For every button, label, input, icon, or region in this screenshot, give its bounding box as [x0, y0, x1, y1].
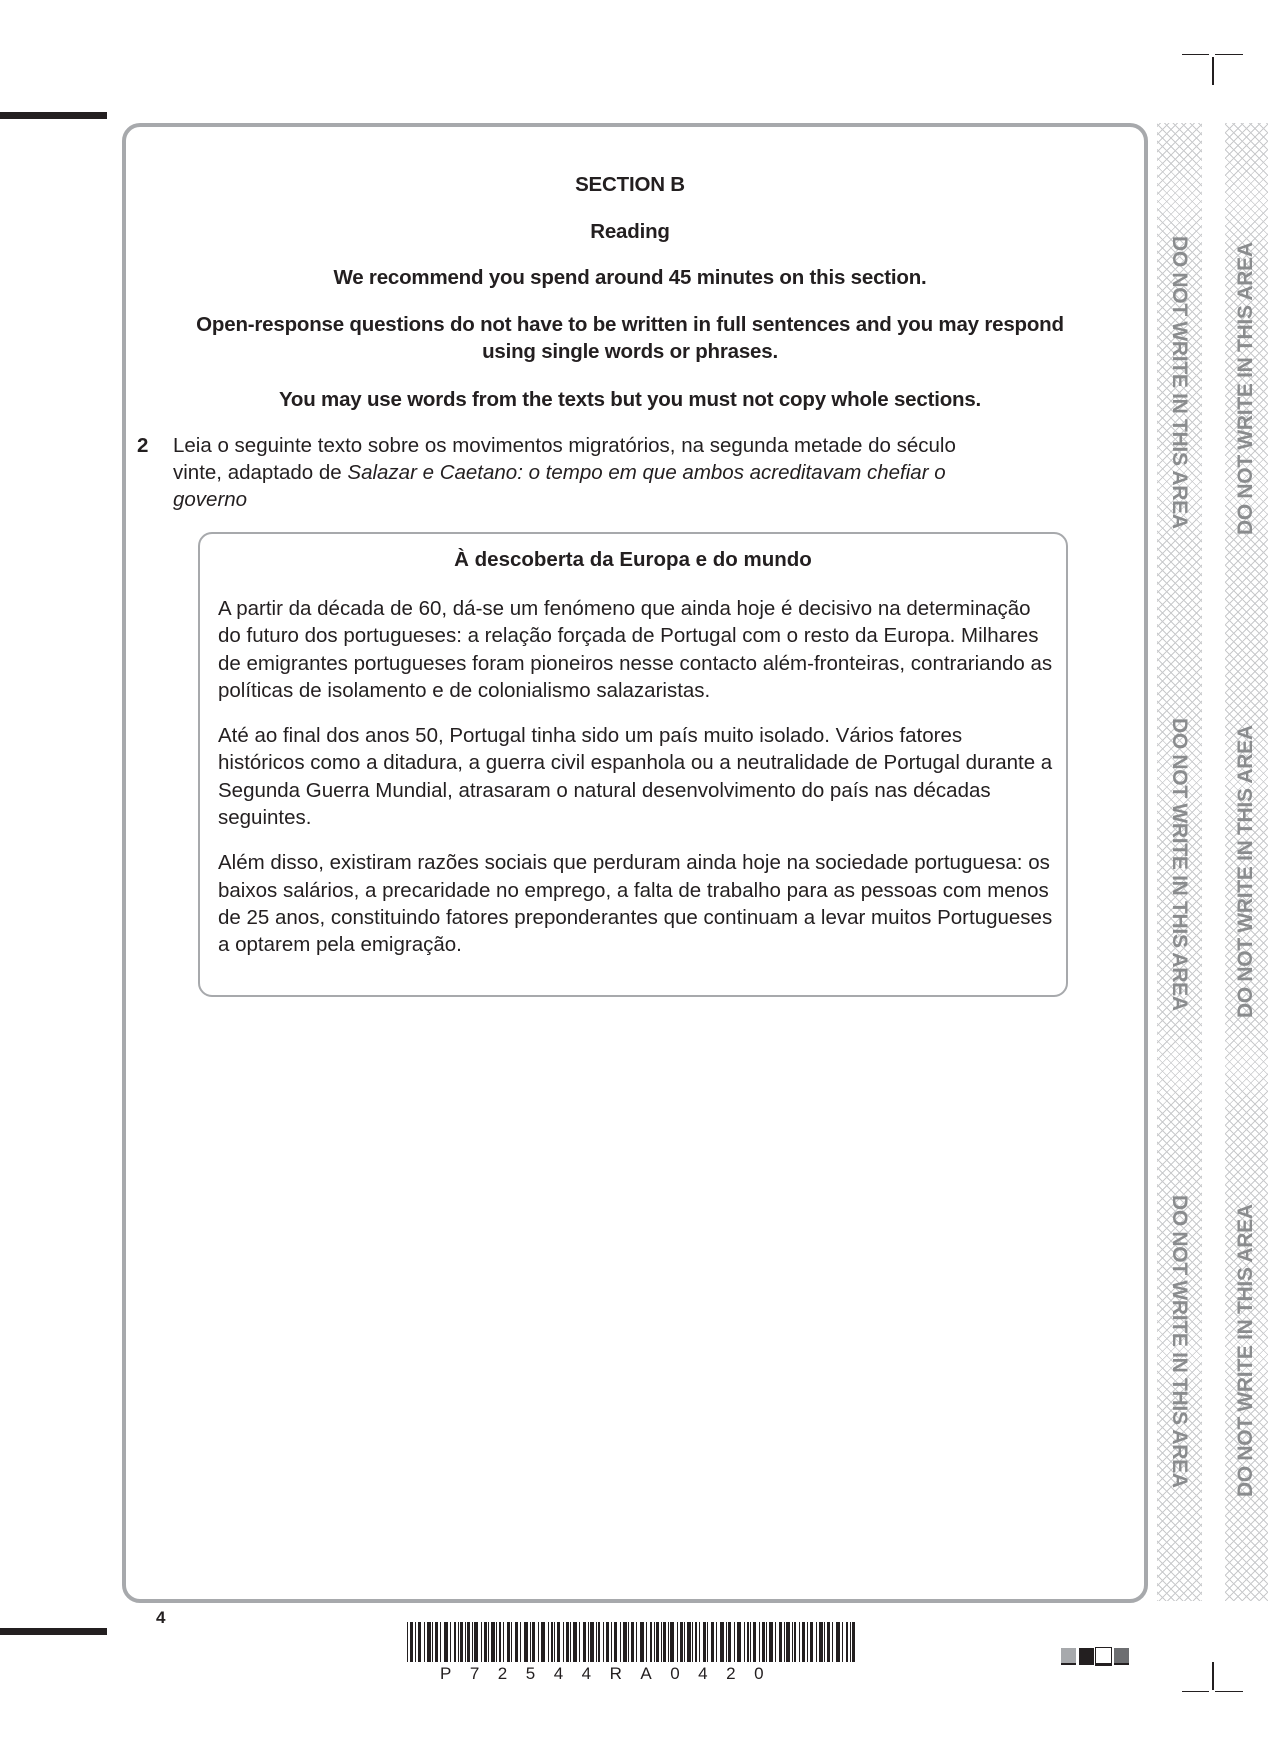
color-swatch	[1114, 1648, 1129, 1665]
barcode-bar	[614, 1622, 617, 1662]
page-number: 4	[156, 1608, 166, 1627]
barcode-bar	[684, 1622, 685, 1662]
question-intro: Leia o seguinte texto sobre os movimentos migratórios, na segunda metade do século vinte, adaptado de	[173, 434, 956, 484]
barcode-bar	[460, 1622, 463, 1662]
barcode-bar	[410, 1622, 413, 1662]
do-not-write-label: DO NOT WRITE IN THIS AREA	[1234, 725, 1257, 1018]
barcode-bar	[699, 1622, 700, 1662]
barcode-bar	[836, 1622, 840, 1662]
barcode-bar	[716, 1622, 717, 1662]
barcode-bar	[588, 1622, 589, 1662]
passage-body	[218, 595, 1053, 977]
barcode-bar	[566, 1622, 569, 1662]
do-not-write-strip-outer	[1225, 123, 1268, 1601]
barcode-bar	[551, 1622, 553, 1662]
barcode-bar	[481, 1622, 482, 1662]
barcode-bar	[753, 1622, 756, 1662]
barcode-bar	[668, 1622, 669, 1662]
crop-mark-top-left-arm	[1182, 54, 1209, 55]
barcode-bar	[687, 1622, 691, 1662]
color-swatch	[1061, 1648, 1076, 1665]
color-swatch	[1079, 1648, 1094, 1665]
section-subtitle: Reading	[590, 220, 670, 243]
question-prompt	[173, 432, 993, 513]
barcode-bar	[631, 1622, 634, 1662]
barcode-bar	[598, 1622, 600, 1662]
barcode-bar	[750, 1622, 751, 1662]
barcode-bar	[707, 1622, 708, 1662]
barcode-bar	[661, 1622, 662, 1662]
barcode-bar	[784, 1622, 785, 1662]
barcode-bar	[554, 1622, 555, 1662]
margin-bar-top	[0, 112, 107, 119]
barcode-bar	[663, 1622, 666, 1662]
barcode-bar	[680, 1622, 683, 1662]
barcode-bar	[573, 1622, 577, 1662]
barcode-bar	[759, 1622, 760, 1662]
barcode-bar	[511, 1622, 512, 1662]
passage-paragraph: Além disso, existiram razões sociais que perduram ainda hoje na sociedade portuguesa: os baixos salários, a precaridade no emprego, a falta de trabalho para as pessoas com menos de 25 anos, constituindo fatores preponderantes que continuam a levar muitos Portugueses a optarem pela emigração.	[218, 851, 1053, 957]
barcode-bar	[541, 1622, 545, 1662]
barcode-bar	[779, 1622, 782, 1662]
passage-paragraph: Até ao final dos anos 50, Portugal tinha sido um país muito isolado. Vários fatores históricos como a ditadura, a guerra civil espanhola ou a neutralidade de Portugal durante a Segunda Guerra Mundial, atrasaram o natural desenvolvimento do país nas décadas seguintes.	[218, 724, 1053, 830]
time-instruction: We recommend you spend around 45 minutes on this section.	[333, 266, 927, 289]
barcode-bar	[503, 1622, 504, 1662]
barcode-bar	[744, 1622, 745, 1662]
barcode-bar	[720, 1622, 724, 1662]
barcode-bar	[590, 1622, 594, 1662]
barcode-bar	[538, 1622, 539, 1662]
barcode-bar	[762, 1622, 765, 1662]
crop-mark-bottom-right-arm	[1215, 1691, 1243, 1692]
barcode-bar	[636, 1622, 637, 1662]
barcode-bar	[484, 1622, 487, 1662]
barcode-bar	[737, 1622, 741, 1662]
crop-mark-bottom-left-arm	[1182, 1691, 1209, 1692]
source-title: Salazar e Caetano: o tempo em que ambos acreditavam chefiar o governo	[173, 461, 946, 511]
barcode-bar	[458, 1622, 459, 1662]
barcode-bar	[524, 1622, 528, 1662]
crop-mark-top-right-arm	[1215, 54, 1243, 55]
barcode-bar	[827, 1622, 830, 1662]
barcode-bar	[583, 1622, 586, 1662]
barcode-bar	[520, 1622, 521, 1662]
crop-mark-bottom-stem	[1212, 1662, 1214, 1690]
reading-passage	[198, 532, 1068, 997]
barcode-bar	[703, 1622, 706, 1662]
barcode-bar	[794, 1622, 796, 1662]
barcode-bar	[424, 1622, 425, 1662]
barcode-bar	[611, 1622, 612, 1662]
barcode-bar	[810, 1622, 813, 1662]
barcode-bar	[499, 1622, 501, 1662]
barcode-bar	[628, 1622, 629, 1662]
do-not-write-label: DO NOT WRITE IN THIS AREA	[1168, 718, 1191, 1011]
barcode-bar	[474, 1622, 478, 1662]
barcode-bar	[799, 1622, 800, 1662]
barcode-bar	[530, 1622, 531, 1662]
barcode-bar	[677, 1622, 678, 1662]
barcode-bar	[656, 1622, 659, 1662]
do-not-write-label: DO NOT WRITE IN THIS AREA	[1168, 1195, 1191, 1488]
barcode-bar	[734, 1622, 735, 1662]
barcode-bar	[832, 1622, 833, 1662]
barcode-bar	[692, 1622, 693, 1662]
barcode-bar	[819, 1622, 823, 1662]
barcode-bar	[507, 1622, 510, 1662]
barcode-bar	[646, 1622, 647, 1662]
barcode-bar	[515, 1622, 518, 1662]
crop-mark-top-stem	[1212, 57, 1214, 85]
barcode-bar	[596, 1622, 597, 1662]
barcode-bar	[454, 1622, 456, 1662]
barcode-bar	[563, 1622, 564, 1662]
barcode-bar	[488, 1622, 489, 1662]
copying-instruction: You may use words from the texts but you must not copy whole sections.	[278, 388, 982, 411]
barcode-bar	[415, 1622, 416, 1662]
barcode-bar	[432, 1622, 433, 1662]
barcode-bar	[548, 1622, 549, 1662]
barcode-bar	[603, 1622, 604, 1662]
barcode-bar	[579, 1622, 580, 1662]
barcode-bar	[816, 1622, 817, 1662]
barcode-bar	[570, 1622, 571, 1662]
barcode-bar	[824, 1622, 825, 1662]
barcode-bar	[620, 1622, 621, 1662]
barcode-bar	[775, 1622, 776, 1662]
barcode-bar	[418, 1622, 421, 1662]
barcode-bar	[532, 1622, 535, 1662]
do-not-write-label: DO NOT WRITE IN THIS AREA	[1168, 236, 1191, 529]
barcode-bar	[842, 1622, 843, 1662]
color-swatch	[1096, 1648, 1111, 1665]
barcode-bar	[491, 1622, 495, 1662]
do-not-write-label: DO NOT WRITE IN THIS AREA	[1234, 242, 1257, 535]
question-number: 2	[137, 434, 149, 457]
barcode-bar	[444, 1622, 448, 1662]
barcode-bar	[640, 1622, 644, 1662]
barcode-bar	[606, 1622, 609, 1662]
barcode-bar	[467, 1622, 470, 1662]
barcode-bar	[650, 1622, 652, 1662]
barcode-bar	[623, 1622, 627, 1662]
response-instruction-line2: using single words or phrases.	[482, 340, 778, 363]
barcode-bar	[407, 1622, 408, 1662]
barcode-bar	[440, 1622, 441, 1662]
barcode-bar	[766, 1622, 767, 1662]
barcode-bar	[654, 1622, 655, 1662]
barcode-bar	[846, 1622, 848, 1662]
passage-paragraph: A partir da década de 60, dá-se um fenómeno que ainda hoje é decisivo na determinação do futuro dos portugueses: a relação forçada de Portugal com o resto da Europa. Milhares de emigrantes portugueses foram pioneiros nesse contacto além-fronteiras, contrariando as políticas de isolamento e de colonialismo salazaristas.	[218, 597, 1053, 702]
barcode-bar	[802, 1622, 805, 1662]
response-instruction-line1: Open-response questions do not have to be written in full sentences and you may respond	[196, 313, 1064, 336]
barcode-bar	[496, 1622, 497, 1662]
do-not-write-strip-inner	[1157, 123, 1202, 1601]
barcode-bar	[747, 1622, 749, 1662]
barcode-bar	[807, 1622, 808, 1662]
barcode-bar	[435, 1622, 438, 1662]
barcode-bar	[786, 1622, 790, 1662]
barcode-bar	[472, 1622, 473, 1662]
barcode-bar	[728, 1622, 731, 1662]
margin-bar-bottom	[0, 1628, 107, 1635]
barcode-bar	[695, 1622, 697, 1662]
barcode	[407, 1622, 859, 1662]
barcode-bar	[427, 1622, 431, 1662]
barcode-bar	[769, 1622, 773, 1662]
barcode-bar	[711, 1622, 714, 1662]
barcode-text: P72544RA0420	[440, 1664, 783, 1683]
do-not-write-label: DO NOT WRITE IN THIS AREA	[1234, 1204, 1257, 1497]
barcode-bar	[792, 1622, 793, 1662]
barcode-bar	[726, 1622, 727, 1662]
barcode-bar	[465, 1622, 466, 1662]
passage-title: À descoberta da Europa e do mundo	[454, 548, 812, 571]
barcode-bar	[850, 1622, 851, 1662]
barcode-bar	[557, 1622, 560, 1662]
section-title: SECTION B	[575, 173, 685, 196]
barcode-bar	[852, 1622, 855, 1662]
barcode-bar	[450, 1622, 451, 1662]
barcode-bar	[670, 1622, 674, 1662]
